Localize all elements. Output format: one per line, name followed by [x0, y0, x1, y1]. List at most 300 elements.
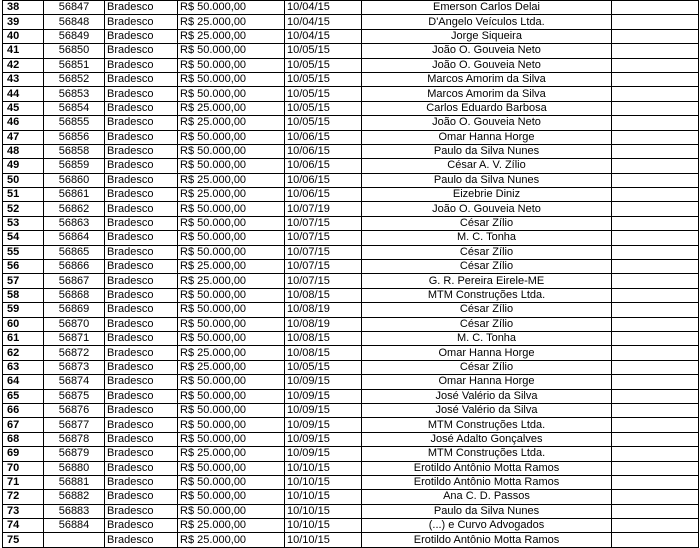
row-index-cell: 71: [3, 475, 44, 489]
empty-cell: [612, 87, 699, 101]
bank-name-cell: Bradesco: [105, 15, 178, 29]
bank-name-cell: Bradesco: [105, 188, 178, 202]
amount-cell: R$ 50.000,00: [178, 375, 285, 389]
check-number-cell: 56861: [44, 188, 105, 202]
amount-cell: R$ 50.000,00: [178, 403, 285, 417]
row-index-cell: 69: [3, 447, 44, 461]
row-index-cell: 55: [3, 245, 44, 259]
payee-name-cell: César Zílio: [362, 360, 612, 374]
date-cell: 10/08/15: [285, 331, 362, 345]
empty-cell: [612, 360, 699, 374]
row-index-cell: 45: [3, 101, 44, 115]
amount-cell: R$ 50.000,00: [178, 303, 285, 317]
table-row: [3, 389, 699, 403]
amount-cell: R$ 25.000,00: [178, 29, 285, 43]
check-number-cell: 56851: [44, 58, 105, 72]
table-row: [3, 447, 699, 461]
table-row: [3, 144, 699, 158]
amount-cell: R$ 50.000,00: [178, 432, 285, 446]
date-cell: 10/09/15: [285, 375, 362, 389]
payee-name-cell: João O. Gouveia Neto: [362, 116, 612, 130]
date-cell: 10/10/15: [285, 519, 362, 533]
bank-name-cell: Bradesco: [105, 303, 178, 317]
date-cell: 10/06/15: [285, 159, 362, 173]
amount-cell: R$ 50.000,00: [178, 461, 285, 475]
row-index-cell: 53: [3, 216, 44, 230]
check-number-cell: 56884: [44, 519, 105, 533]
table-row: [3, 432, 699, 446]
table-row: [3, 403, 699, 417]
payee-name-cell: Omar Hanna Horge: [362, 130, 612, 144]
row-index-cell: 49: [3, 159, 44, 173]
empty-cell: [612, 202, 699, 216]
bank-name-cell: Bradesco: [105, 216, 178, 230]
bank-name-cell: Bradesco: [105, 317, 178, 331]
amount-cell: R$ 50.000,00: [178, 389, 285, 403]
payee-name-cell: Eizebrie Diniz: [362, 188, 612, 202]
row-index-cell: 41: [3, 44, 44, 58]
table-row: [3, 533, 699, 547]
check-number-cell: 56850: [44, 44, 105, 58]
ledger-rows: [3, 1, 699, 548]
empty-cell: [612, 461, 699, 475]
row-index-cell: 39: [3, 15, 44, 29]
payee-name-cell: César Zílio: [362, 260, 612, 274]
row-index-cell: 64: [3, 375, 44, 389]
date-cell: 10/09/15: [285, 389, 362, 403]
empty-cell: [612, 260, 699, 274]
table-row: [3, 418, 699, 432]
row-index-cell: 59: [3, 303, 44, 317]
row-index-cell: 75: [3, 533, 44, 547]
amount-cell: R$ 50.000,00: [178, 72, 285, 86]
row-index-cell: 65: [3, 389, 44, 403]
table-row: [3, 58, 699, 72]
bank-name-cell: Bradesco: [105, 375, 178, 389]
amount-cell: R$ 50.000,00: [178, 1, 285, 15]
table-row: [3, 490, 699, 504]
row-index-cell: 57: [3, 274, 44, 288]
empty-cell: [612, 533, 699, 547]
table-row: [3, 44, 699, 58]
empty-cell: [612, 245, 699, 259]
payee-name-cell: G. R. Pereira Eirele-ME: [362, 274, 612, 288]
row-index-cell: 62: [3, 346, 44, 360]
amount-cell: R$ 50.000,00: [178, 418, 285, 432]
payee-name-cell: César Zílio: [362, 216, 612, 230]
amount-cell: R$ 50.000,00: [178, 245, 285, 259]
date-cell: 10/09/15: [285, 432, 362, 446]
amount-cell: R$ 25.000,00: [178, 173, 285, 187]
empty-cell: [612, 188, 699, 202]
date-cell: 10/09/15: [285, 418, 362, 432]
amount-cell: R$ 25.000,00: [178, 15, 285, 29]
date-cell: 10/05/15: [285, 58, 362, 72]
bank-name-cell: Bradesco: [105, 144, 178, 158]
payee-name-cell: (...) e Curvo Advogados: [362, 519, 612, 533]
check-number-cell: 56868: [44, 288, 105, 302]
empty-cell: [612, 418, 699, 432]
row-index-cell: 73: [3, 504, 44, 518]
row-index-cell: 58: [3, 288, 44, 302]
check-number-cell: 56880: [44, 461, 105, 475]
bank-name-cell: Bradesco: [105, 260, 178, 274]
table-row: [3, 504, 699, 518]
bank-name-cell: Bradesco: [105, 274, 178, 288]
table-row: [3, 231, 699, 245]
payee-name-cell: José Valério da Silva: [362, 403, 612, 417]
table-row: [3, 202, 699, 216]
bank-name-cell: Bradesco: [105, 447, 178, 461]
check-number-cell: 56867: [44, 274, 105, 288]
bank-name-cell: Bradesco: [105, 533, 178, 547]
table-row: [3, 317, 699, 331]
table-row: [3, 29, 699, 43]
empty-cell: [612, 29, 699, 43]
check-number-cell: 56855: [44, 116, 105, 130]
check-number-cell: 56864: [44, 231, 105, 245]
bank-name-cell: Bradesco: [105, 288, 178, 302]
amount-cell: R$ 25.000,00: [178, 260, 285, 274]
table-row: [3, 15, 699, 29]
payee-name-cell: César Zílio: [362, 245, 612, 259]
amount-cell: R$ 25.000,00: [178, 519, 285, 533]
check-number-cell: 56883: [44, 504, 105, 518]
check-number-cell: 56875: [44, 389, 105, 403]
amount-cell: R$ 50.000,00: [178, 475, 285, 489]
amount-cell: R$ 50.000,00: [178, 87, 285, 101]
date-cell: 10/07/15: [285, 260, 362, 274]
row-index-cell: 66: [3, 403, 44, 417]
check-number-cell: 56862: [44, 202, 105, 216]
check-number-cell: 56848: [44, 15, 105, 29]
date-cell: 10/06/15: [285, 173, 362, 187]
payee-name-cell: João O. Gouveia Neto: [362, 202, 612, 216]
check-number-cell: 56873: [44, 360, 105, 374]
payee-name-cell: Emerson Carlos Delai: [362, 1, 612, 15]
payee-name-cell: M. C. Tonha: [362, 331, 612, 345]
check-number-cell: 56863: [44, 216, 105, 230]
payee-name-cell: D'Angelo Veículos Ltda.: [362, 15, 612, 29]
bank-name-cell: Bradesco: [105, 519, 178, 533]
check-number-cell: 56854: [44, 101, 105, 115]
bank-name-cell: Bradesco: [105, 461, 178, 475]
check-number-cell: 56852: [44, 72, 105, 86]
date-cell: 10/08/19: [285, 303, 362, 317]
payee-name-cell: João O. Gouveia Neto: [362, 44, 612, 58]
table-row: [3, 461, 699, 475]
date-cell: 10/07/15: [285, 231, 362, 245]
check-number-cell: 56870: [44, 317, 105, 331]
check-number-cell: 56872: [44, 346, 105, 360]
table-row: [3, 360, 699, 374]
amount-cell: R$ 50.000,00: [178, 216, 285, 230]
empty-cell: [612, 303, 699, 317]
empty-cell: [612, 432, 699, 446]
empty-cell: [612, 101, 699, 115]
date-cell: 10/04/15: [285, 15, 362, 29]
payee-name-cell: Omar Hanna Horge: [362, 375, 612, 389]
row-index-cell: 68: [3, 432, 44, 446]
empty-cell: [612, 173, 699, 187]
check-number-cell: 56871: [44, 331, 105, 345]
empty-cell: [612, 504, 699, 518]
table-row: [3, 159, 699, 173]
payee-name-cell: Ana C. D. Passos: [362, 490, 612, 504]
amount-cell: R$ 50.000,00: [178, 159, 285, 173]
check-number-cell: 56877: [44, 418, 105, 432]
empty-cell: [612, 1, 699, 15]
date-cell: 10/05/15: [285, 72, 362, 86]
empty-cell: [612, 331, 699, 345]
date-cell: 10/05/15: [285, 360, 362, 374]
payee-name-cell: José Valério da Silva: [362, 389, 612, 403]
row-index-cell: 50: [3, 173, 44, 187]
bank-name-cell: Bradesco: [105, 331, 178, 345]
payee-name-cell: Erotildo Antônio Motta Ramos: [362, 475, 612, 489]
payee-name-cell: Erotildo Antônio Motta Ramos: [362, 461, 612, 475]
date-cell: 10/07/15: [285, 216, 362, 230]
empty-cell: [612, 58, 699, 72]
date-cell: 10/07/15: [285, 274, 362, 288]
amount-cell: R$ 25.000,00: [178, 447, 285, 461]
amount-cell: R$ 50.000,00: [178, 490, 285, 504]
row-index-cell: 67: [3, 418, 44, 432]
amount-cell: R$ 25.000,00: [178, 188, 285, 202]
amount-cell: R$ 25.000,00: [178, 101, 285, 115]
table-row: [3, 87, 699, 101]
date-cell: 10/07/19: [285, 202, 362, 216]
date-cell: 10/06/15: [285, 188, 362, 202]
table-row: [3, 303, 699, 317]
payee-name-cell: Paulo da Silva Nunes: [362, 173, 612, 187]
payee-name-cell: Erotildo Antônio Motta Ramos: [362, 533, 612, 547]
amount-cell: R$ 50.000,00: [178, 504, 285, 518]
date-cell: 10/04/15: [285, 29, 362, 43]
row-index-cell: 60: [3, 317, 44, 331]
date-cell: 10/07/15: [285, 245, 362, 259]
row-index-cell: 70: [3, 461, 44, 475]
row-index-cell: 74: [3, 519, 44, 533]
table-row: [3, 475, 699, 489]
empty-cell: [612, 144, 699, 158]
amount-cell: R$ 50.000,00: [178, 58, 285, 72]
check-number-cell: 56878: [44, 432, 105, 446]
bank-name-cell: Bradesco: [105, 130, 178, 144]
empty-cell: [612, 159, 699, 173]
payee-name-cell: Omar Hanna Horge: [362, 346, 612, 360]
table-row: [3, 130, 699, 144]
date-cell: 10/06/15: [285, 130, 362, 144]
bank-name-cell: Bradesco: [105, 72, 178, 86]
check-number-cell: 56882: [44, 490, 105, 504]
row-index-cell: 40: [3, 29, 44, 43]
row-index-cell: 52: [3, 202, 44, 216]
payee-name-cell: César Zílio: [362, 317, 612, 331]
bank-name-cell: Bradesco: [105, 173, 178, 187]
check-number-cell: 56876: [44, 403, 105, 417]
date-cell: 10/10/15: [285, 461, 362, 475]
amount-cell: R$ 50.000,00: [178, 317, 285, 331]
amount-cell: R$ 50.000,00: [178, 288, 285, 302]
amount-cell: R$ 25.000,00: [178, 116, 285, 130]
empty-cell: [612, 44, 699, 58]
date-cell: 10/08/15: [285, 288, 362, 302]
table-row: [3, 216, 699, 230]
empty-cell: [612, 490, 699, 504]
row-index-cell: 72: [3, 490, 44, 504]
table-row: [3, 1, 699, 15]
payee-name-cell: Paulo da Silva Nunes: [362, 144, 612, 158]
payee-name-cell: Marcos Amorim da Silva: [362, 72, 612, 86]
payee-name-cell: Paulo da Silva Nunes: [362, 504, 612, 518]
empty-cell: [612, 288, 699, 302]
bank-name-cell: Bradesco: [105, 504, 178, 518]
row-index-cell: 48: [3, 144, 44, 158]
date-cell: 10/05/15: [285, 44, 362, 58]
bank-name-cell: Bradesco: [105, 202, 178, 216]
row-index-cell: 54: [3, 231, 44, 245]
date-cell: 10/05/15: [285, 87, 362, 101]
bank-name-cell: Bradesco: [105, 432, 178, 446]
check-number-cell: 56865: [44, 245, 105, 259]
payee-name-cell: João O. Gouveia Neto: [362, 58, 612, 72]
table-row: [3, 72, 699, 86]
empty-cell: [612, 447, 699, 461]
payee-name-cell: M. C. Tonha: [362, 231, 612, 245]
empty-cell: [612, 72, 699, 86]
date-cell: 10/09/15: [285, 447, 362, 461]
bank-name-cell: Bradesco: [105, 29, 178, 43]
row-index-cell: 46: [3, 116, 44, 130]
empty-cell: [612, 475, 699, 489]
bank-name-cell: Bradesco: [105, 490, 178, 504]
check-number-cell: 56858: [44, 144, 105, 158]
check-number-cell: 56866: [44, 260, 105, 274]
payee-name-cell: MTM Construções Ltda.: [362, 288, 612, 302]
amount-cell: R$ 50.000,00: [178, 331, 285, 345]
empty-cell: [612, 15, 699, 29]
check-number-cell: 56874: [44, 375, 105, 389]
amount-cell: R$ 50.000,00: [178, 202, 285, 216]
check-ledger-table: [2, 0, 699, 548]
payee-name-cell: MTM Construções Ltda.: [362, 447, 612, 461]
table-row: [3, 331, 699, 345]
check-number-cell: 56849: [44, 29, 105, 43]
payee-name-cell: César Zílio: [362, 303, 612, 317]
date-cell: 10/10/15: [285, 504, 362, 518]
date-cell: 10/06/15: [285, 144, 362, 158]
bank-name-cell: Bradesco: [105, 87, 178, 101]
bank-name-cell: Bradesco: [105, 1, 178, 15]
empty-cell: [612, 274, 699, 288]
bank-name-cell: Bradesco: [105, 389, 178, 403]
bank-name-cell: Bradesco: [105, 101, 178, 115]
row-index-cell: 44: [3, 87, 44, 101]
payee-name-cell: César A. V. Zílio: [362, 159, 612, 173]
date-cell: 10/05/15: [285, 116, 362, 130]
amount-cell: R$ 25.000,00: [178, 360, 285, 374]
date-cell: 10/04/15: [285, 1, 362, 15]
row-index-cell: 51: [3, 188, 44, 202]
empty-cell: [612, 346, 699, 360]
amount-cell: R$ 25.000,00: [178, 346, 285, 360]
check-number-cell: 56853: [44, 87, 105, 101]
table-row: [3, 101, 699, 115]
empty-cell: [612, 403, 699, 417]
table-row: [3, 116, 699, 130]
payee-name-cell: Jorge Siqueira: [362, 29, 612, 43]
date-cell: 10/05/15: [285, 101, 362, 115]
table-row: [3, 245, 699, 259]
table-row: [3, 519, 699, 533]
table-row: [3, 288, 699, 302]
empty-cell: [612, 375, 699, 389]
amount-cell: R$ 25.000,00: [178, 274, 285, 288]
row-index-cell: 42: [3, 58, 44, 72]
empty-cell: [612, 389, 699, 403]
row-index-cell: 56: [3, 260, 44, 274]
bank-name-cell: Bradesco: [105, 44, 178, 58]
table-row: [3, 260, 699, 274]
amount-cell: R$ 50.000,00: [178, 144, 285, 158]
table-row: [3, 346, 699, 360]
row-index-cell: 61: [3, 331, 44, 345]
bank-name-cell: Bradesco: [105, 360, 178, 374]
empty-cell: [612, 130, 699, 144]
check-number-cell: 56879: [44, 447, 105, 461]
bank-name-cell: Bradesco: [105, 418, 178, 432]
bank-name-cell: Bradesco: [105, 475, 178, 489]
amount-cell: R$ 50.000,00: [178, 130, 285, 144]
bank-name-cell: Bradesco: [105, 116, 178, 130]
table-row: [3, 375, 699, 389]
check-number-cell: 56869: [44, 303, 105, 317]
check-number-cell: 56881: [44, 475, 105, 489]
row-index-cell: 43: [3, 72, 44, 86]
empty-cell: [612, 231, 699, 245]
payee-name-cell: MTM Construções Ltda.: [362, 418, 612, 432]
payee-name-cell: Marcos Amorim da Silva: [362, 87, 612, 101]
payee-name-cell: Carlos Eduardo Barbosa: [362, 101, 612, 115]
bank-name-cell: Bradesco: [105, 58, 178, 72]
row-index-cell: 47: [3, 130, 44, 144]
check-number-cell: [44, 533, 105, 547]
empty-cell: [612, 116, 699, 130]
bank-name-cell: Bradesco: [105, 231, 178, 245]
date-cell: 10/10/15: [285, 533, 362, 547]
table-row: [3, 188, 699, 202]
empty-cell: [612, 317, 699, 331]
check-number-cell: 56860: [44, 173, 105, 187]
check-number-cell: 56856: [44, 130, 105, 144]
amount-cell: R$ 25.000,00: [178, 533, 285, 547]
table-row: [3, 274, 699, 288]
amount-cell: R$ 50.000,00: [178, 44, 285, 58]
payee-name-cell: José Adalto Gonçalves: [362, 432, 612, 446]
row-index-cell: 38: [3, 1, 44, 15]
date-cell: 10/09/15: [285, 403, 362, 417]
check-number-cell: 56859: [44, 159, 105, 173]
amount-cell: R$ 50.000,00: [178, 231, 285, 245]
date-cell: 10/10/15: [285, 490, 362, 504]
empty-cell: [612, 519, 699, 533]
bank-name-cell: Bradesco: [105, 159, 178, 173]
check-number-cell: 56847: [44, 1, 105, 15]
bank-name-cell: Bradesco: [105, 403, 178, 417]
date-cell: 10/10/15: [285, 475, 362, 489]
table-row: [3, 173, 699, 187]
